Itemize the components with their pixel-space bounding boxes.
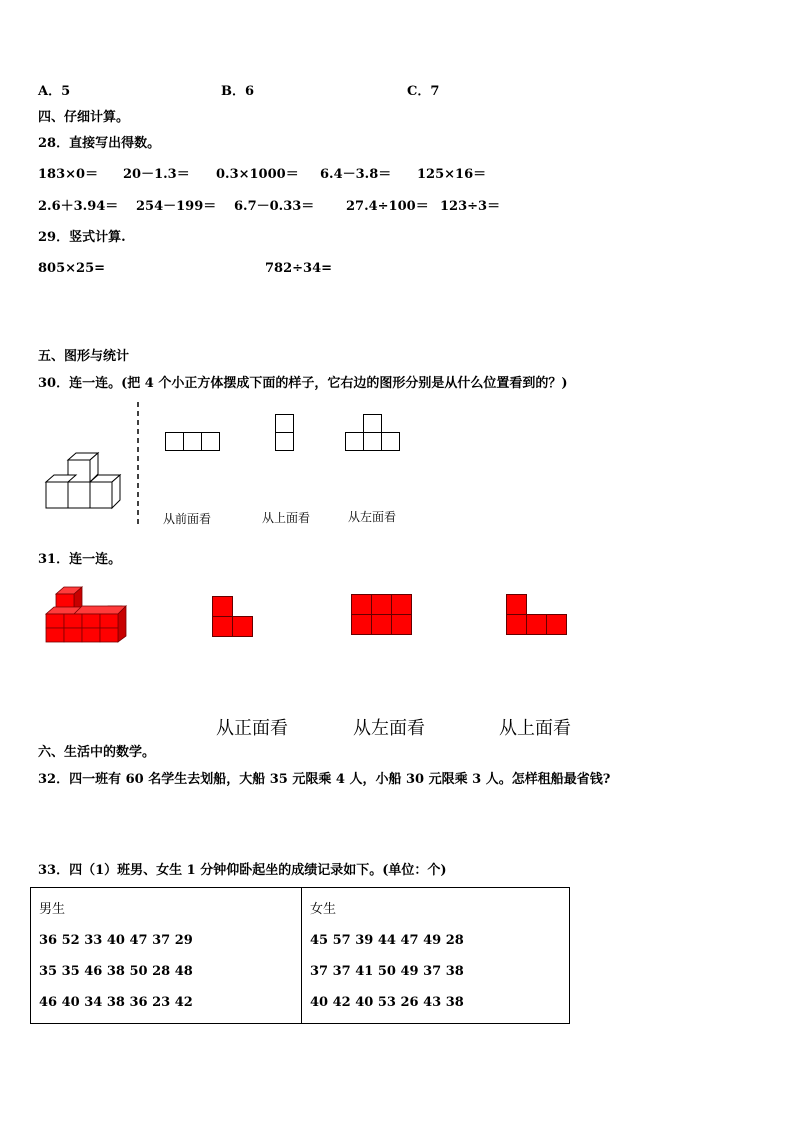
girls-row-3: 40 42 40 53 26 43 38 (310, 995, 464, 1010)
q28-r1-c1: 183×0＝ (38, 167, 99, 182)
girls-column (302, 888, 570, 1024)
section4-title: 四、仔细计算。 (38, 110, 130, 125)
option-c: C．7 (407, 84, 440, 99)
q28-r2-c2: 254－199＝ (136, 199, 217, 214)
boys-row-1: 36 52 33 40 47 37 29 (39, 933, 193, 948)
q28-r1-c3: 0.3×1000＝ (216, 167, 299, 182)
boys-row-3: 46 40 34 38 36 23 42 (39, 995, 193, 1010)
boys-header: 男生 (39, 902, 66, 917)
q30-label-left: 从左面看 (348, 510, 397, 524)
q30-label-front: 从前面看 (163, 512, 212, 526)
q28-r2-c4: 27.4÷100＝ (346, 199, 429, 214)
girls-row-1: 45 57 39 44 47 49 28 (310, 933, 464, 948)
q33-score-table (30, 887, 570, 1024)
q30-label-top: 从上面看 (262, 511, 311, 525)
q29-label: 29．竖式计算. (38, 230, 126, 245)
girls-header: 女生 (310, 902, 337, 917)
q30-view-column (275, 414, 295, 452)
q31-view-l-shape (212, 596, 254, 638)
section5-title: 五、图形与统计 (38, 349, 130, 364)
q28-r1-c2: 20－1.3＝ (123, 167, 190, 182)
boys-row-2: 35 35 46 38 50 28 48 (39, 964, 193, 979)
q31-label: 31．连一连。 (38, 552, 122, 567)
q28-r2-c5: 123÷3＝ (440, 199, 501, 214)
girls-row-2: 37 37 41 50 49 37 38 (310, 964, 464, 979)
q30-dashed-divider (136, 402, 140, 524)
q28-r1-c4: 6.4－3.8＝ (320, 167, 392, 182)
q28-label: 28．直接写出得数。 (38, 136, 161, 151)
q30-cube-stack (46, 452, 126, 512)
q30-label: 30．连一连。(把 4 个小正方体摆成下面的样子，它右边的图形分别是从什么位置看到的？) (38, 376, 568, 391)
q31-view-long-l (506, 594, 568, 636)
boys-column (31, 888, 302, 1024)
section6-title: 六、生活中的数学。 (38, 745, 156, 760)
q29-item-1: 805×25= (38, 261, 106, 276)
q33-label: 33．四（1）班男、女生 1 分钟仰卧起坐的成绩记录如下。(单位：个) (38, 863, 447, 878)
q28-r1-c5: 125×16＝ (417, 167, 487, 182)
q29-item-2: 782÷34= (265, 261, 333, 276)
option-b: B．6 (221, 84, 255, 99)
q28-r2-c1: 2.6＋3.94＝ (38, 199, 119, 214)
q28-r2-c3: 6.7－0.33＝ (234, 199, 315, 214)
q31-label-left: 从左面看 (353, 718, 425, 739)
option-a: A．5 (38, 84, 71, 99)
q31-red-cube-stack (46, 586, 126, 644)
q30-view-t-shape (345, 414, 401, 452)
q31-view-grid (351, 594, 413, 636)
q31-label-top: 从上面看 (499, 718, 571, 739)
q32-text: 32．四一班有 60 名学生去划船，大船 35 元限乘 4 人，小船 30 元限乘 3 人。怎样租船最省钱? (38, 772, 611, 787)
q31-label-front: 从正面看 (216, 718, 288, 739)
q30-view-row (165, 432, 221, 452)
